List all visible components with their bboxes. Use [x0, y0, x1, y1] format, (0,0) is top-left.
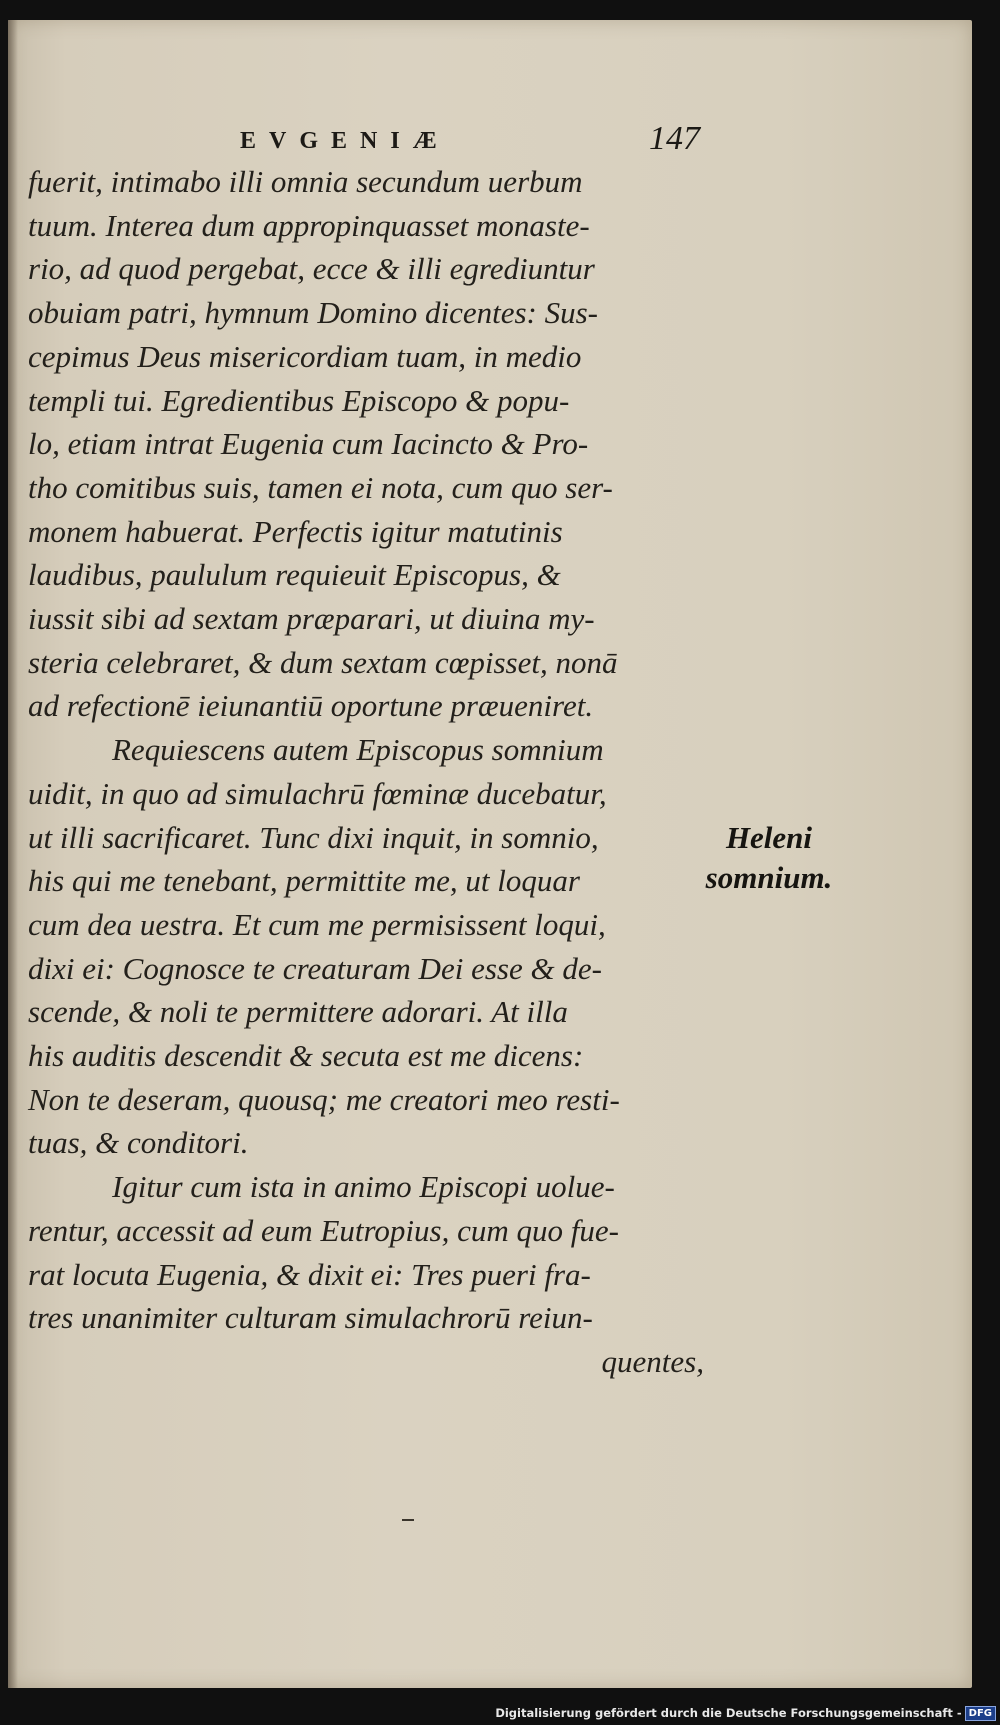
paragraph-start-line: Requiescens autem Episcopus somnium	[112, 732, 604, 768]
marginal-note-line: Heleni	[725, 820, 813, 855]
text-line: Non te deseram, quousq; me creatori meo resti-	[28, 1081, 620, 1117]
text-line: monem habuerat. Perfectis igitur matutinis	[28, 513, 563, 549]
text-line: dixi ei: Cognosce te creaturam Dei esse & de-	[28, 950, 602, 986]
page-gutter-shadow	[8, 20, 18, 1688]
marginal-note	[694, 818, 844, 898]
text-line: his qui me tenebant, permittite me, ut loquar	[28, 863, 580, 899]
text-line: tho comitibus suis, tamen ei nota, cum quo ser-	[28, 469, 613, 505]
credit-text: Digitalisierung gefördert durch die Deutsche Forschungsgemeinschaft -	[495, 1706, 962, 1720]
text-line: cepimus Deus misericordiam tuam, in medio	[28, 338, 582, 374]
digitization-credit	[495, 1706, 996, 1721]
dfg-logo-badge: DFG	[965, 1706, 996, 1721]
text-line: tuum. Interea dum appropinquasset monaste-	[28, 207, 590, 243]
text-line: laudibus, paululum requieuit Episcopus, &	[28, 557, 561, 593]
text-line: obuiam patri, hymnum Domino dicentes: Sus-	[28, 295, 598, 331]
text-line: cum dea uestra. Et cum me permisissent loqui,	[28, 906, 606, 942]
text-line: templi tui. Egredientibus Episcopo & popu-	[28, 382, 570, 418]
running-head: EVGENIÆ	[240, 128, 450, 154]
text-line: uidit, in quo ad simulachrū fœminæ ducebatur,	[28, 775, 607, 811]
text-line: tres unanimiter culturam simulachrorū reiun-	[28, 1300, 593, 1336]
body-text	[28, 160, 708, 1384]
marginal-note-line: somnium.	[705, 860, 833, 895]
text-line: ad refectionē ieiunantiū oportune præueniret.	[28, 688, 594, 724]
text-line: scende, & noli te permittere adorari. At illa	[28, 994, 568, 1030]
text-line: rat locuta Eugenia, & dixit ei: Tres pueri fra-	[28, 1256, 591, 1292]
page-number: 147	[649, 120, 700, 157]
text-line: lo, etiam intrat Eugenia cum Iacincto & Pro-	[28, 426, 589, 462]
catchword: quentes,	[601, 1343, 704, 1379]
text-line: iussit sibi ad sextam præparari, ut diuina my-	[28, 601, 595, 637]
ink-dash-mark	[402, 1519, 414, 1521]
text-line: ut illi sacrificaret. Tunc dixi inquit, in somnio,	[28, 819, 599, 855]
text-line: tuas, & conditori.	[28, 1125, 249, 1161]
text-line: rio, ad quod pergebat, ecce & illi egrediuntur	[28, 251, 595, 287]
page-header	[240, 120, 700, 160]
text-line: fuerit, intimabo illi omnia secundum uerbum	[28, 164, 583, 199]
text-line: rentur, accessit ad eum Eutropius, cum quo fue-	[28, 1212, 619, 1248]
text-line: his auditis descendit & secuta est me dicens:	[28, 1038, 584, 1074]
paragraph-start-line: Igitur cum ista in animo Episcopi uolue-	[112, 1169, 615, 1205]
text-line: steria celebraret, & dum sextam cœpisset, nonā	[28, 644, 618, 680]
